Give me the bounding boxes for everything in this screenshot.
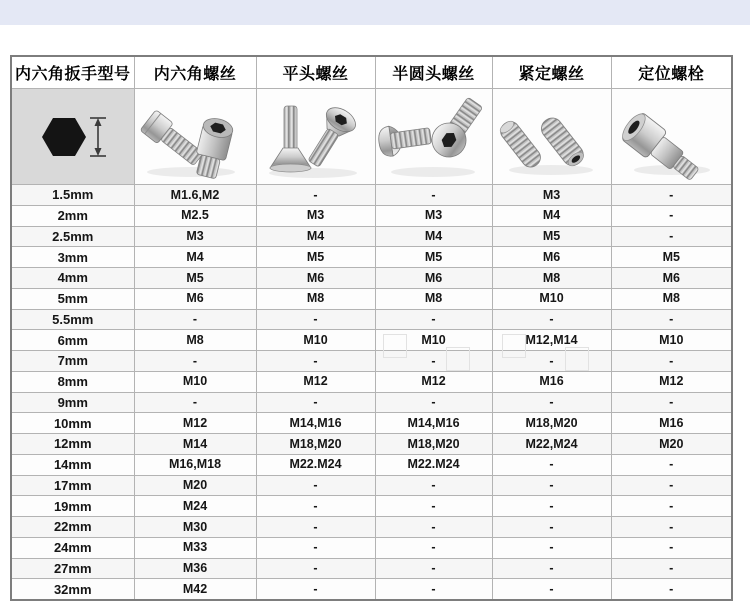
- screw-spec-cell: -: [611, 205, 732, 226]
- table-row: [11, 454, 732, 475]
- wrench-size-cell: 6mm: [11, 330, 134, 351]
- table-row: [11, 558, 732, 579]
- screw-spec-cell: -: [375, 496, 492, 517]
- screw-spec-cell: -: [492, 309, 611, 330]
- wrench-size-cell: 24mm: [11, 537, 134, 558]
- column-header-flat-head-screw: 平头螺丝: [256, 56, 375, 89]
- screw-spec-cell: M33: [134, 537, 256, 558]
- column-header-shoulder-bolt: 定位螺栓: [611, 56, 732, 89]
- screw-spec-cell: M10: [492, 288, 611, 309]
- table-row: [11, 434, 732, 455]
- screw-spec-cell: M5: [492, 226, 611, 247]
- screw-spec-cell: -: [492, 537, 611, 558]
- hex-across-flats-diagram-cell: [11, 89, 134, 185]
- flat-head-screws-photo-cell: [256, 89, 375, 185]
- screw-spec-cell: -: [611, 558, 732, 579]
- screw-spec-cell: M14,M16: [375, 413, 492, 434]
- wrench-size-cell: 5.5mm: [11, 309, 134, 330]
- screw-spec-cell: M1.6,M2: [134, 185, 256, 206]
- screw-spec-cell: -: [375, 537, 492, 558]
- screw-spec-cell: -: [492, 558, 611, 579]
- screw-spec-cell: M8: [256, 288, 375, 309]
- screw-spec-cell: -: [611, 517, 732, 538]
- header-row: [11, 56, 732, 89]
- screw-spec-cell: -: [611, 309, 732, 330]
- wrench-size-cell: 9mm: [11, 392, 134, 413]
- screw-spec-cell: -: [256, 496, 375, 517]
- screw-spec-cell: M30: [134, 517, 256, 538]
- screw-spec-cell: -: [611, 351, 732, 372]
- screw-spec-cell: -: [375, 579, 492, 600]
- table-row: [11, 288, 732, 309]
- table-row: [11, 392, 732, 413]
- hex-across-flats-icon: [14, 90, 132, 183]
- screw-spec-cell: M12: [256, 371, 375, 392]
- wrench-size-cell: 2mm: [11, 205, 134, 226]
- screw-spec-cell: M14,M16: [256, 413, 375, 434]
- table-row: [11, 413, 732, 434]
- screw-spec-cell: -: [256, 579, 375, 600]
- screw-spec-cell: -: [134, 351, 256, 372]
- shoulder-bolt-photo-cell: [611, 89, 732, 185]
- table-row: [11, 475, 732, 496]
- screw-spec-cell: -: [256, 351, 375, 372]
- screw-spec-cell: -: [611, 579, 732, 600]
- socket-head-cap-screws-icon: [136, 90, 254, 183]
- screw-spec-cell: M42: [134, 579, 256, 600]
- wrench-size-cell: 8mm: [11, 371, 134, 392]
- screw-spec-cell: -: [256, 392, 375, 413]
- screw-spec-cell: M12: [134, 413, 256, 434]
- socket-head-screws-photo-cell: [134, 89, 256, 185]
- screw-spec-cell: M5: [256, 247, 375, 268]
- table-row: [11, 579, 732, 600]
- table-row: [11, 205, 732, 226]
- wrench-size-cell: 2.5mm: [11, 226, 134, 247]
- screw-spec-cell: M6: [375, 268, 492, 289]
- screw-spec-cell: -: [375, 309, 492, 330]
- screw-spec-cell: M5: [611, 247, 732, 268]
- screw-spec-cell: M3: [375, 205, 492, 226]
- wrench-size-cell: 22mm: [11, 517, 134, 538]
- image-row: [11, 89, 732, 185]
- screw-spec-cell: M2.5: [134, 205, 256, 226]
- screw-spec-cell: M12: [375, 371, 492, 392]
- screw-spec-cell: M5: [134, 268, 256, 289]
- screw-spec-cell: -: [611, 537, 732, 558]
- wrench-size-cell: 1.5mm: [11, 185, 134, 206]
- screw-spec-cell: -: [611, 392, 732, 413]
- screw-spec-cell: M5: [375, 247, 492, 268]
- screw-spec-cell: -: [375, 392, 492, 413]
- screw-spec-cell: M16: [492, 371, 611, 392]
- screw-spec-cell: M3: [492, 185, 611, 206]
- screw-spec-cell: M6: [492, 247, 611, 268]
- column-header-wrench-size: 内六角扳手型号: [11, 56, 134, 89]
- screw-spec-cell: -: [611, 475, 732, 496]
- table-row: [11, 247, 732, 268]
- screw-spec-cell: M8: [375, 288, 492, 309]
- table-row: [11, 309, 732, 330]
- wrench-size-cell: 17mm: [11, 475, 134, 496]
- screw-spec-cell: M22.M24: [375, 454, 492, 475]
- screw-spec-cell: M20: [134, 475, 256, 496]
- screw-spec-cell: M4: [134, 247, 256, 268]
- hexagon-shape: [42, 118, 86, 156]
- watermark-square: [502, 334, 526, 358]
- watermark-square: [383, 334, 407, 358]
- screw-spec-cell: -: [611, 226, 732, 247]
- screw-spec-cell: M4: [375, 226, 492, 247]
- screw-spec-cell: M6: [611, 268, 732, 289]
- watermark-square: [565, 347, 589, 371]
- spec-table-body: [11, 185, 732, 601]
- screw-spec-cell: -: [492, 475, 611, 496]
- wrench-size-cell: 32mm: [11, 579, 134, 600]
- screw-spec-cell: -: [375, 185, 492, 206]
- screw-spec-cell: M10: [375, 330, 492, 351]
- screw-spec-cell: M12,M14: [492, 330, 611, 351]
- set-screws-photo-cell: [492, 89, 611, 185]
- screw-spec-cell: -: [256, 558, 375, 579]
- table-row: [11, 351, 732, 372]
- column-header-button-head-screw: 半圆头螺丝: [375, 56, 492, 89]
- button-head-screws-icon: [377, 90, 490, 183]
- table-row: [11, 226, 732, 247]
- screw-spec-cell: -: [611, 496, 732, 517]
- wrench-size-cell: 12mm: [11, 434, 134, 455]
- screw-spec-cell: M8: [611, 288, 732, 309]
- screw-spec-cell: M18,M20: [492, 413, 611, 434]
- screw-spec-cell: -: [492, 351, 611, 372]
- screw-spec-cell: M12: [611, 371, 732, 392]
- screw-spec-cell: -: [375, 351, 492, 372]
- screw-spec-cell: -: [256, 475, 375, 496]
- countersunk-flat-head-screws-icon: [258, 90, 373, 183]
- screw-spec-cell: M8: [134, 330, 256, 351]
- watermark-square: [446, 347, 470, 371]
- table-row: [11, 371, 732, 392]
- screw-spec-cell: -: [375, 558, 492, 579]
- screw-spec-cell: M10: [256, 330, 375, 351]
- screw-spec-cell: -: [134, 392, 256, 413]
- wrench-size-cell: 27mm: [11, 558, 134, 579]
- table-row: [11, 496, 732, 517]
- column-header-socket-head-screw: 内六角螺丝: [134, 56, 256, 89]
- screw-spec-cell: -: [492, 496, 611, 517]
- screw-spec-cell: M22.M24: [256, 454, 375, 475]
- table-row: [11, 185, 732, 206]
- table-row: [11, 517, 732, 538]
- screw-spec-cell: M10: [611, 330, 732, 351]
- wrench-size-cell: 3mm: [11, 247, 134, 268]
- column-header-set-screw: 紧定螺丝: [492, 56, 611, 89]
- button-head-screws-photo-cell: [375, 89, 492, 185]
- table-row: [11, 268, 732, 289]
- screw-spec-cell: M18,M20: [375, 434, 492, 455]
- screw-spec-cell: M16,M18: [134, 454, 256, 475]
- screw-spec-cell: -: [256, 185, 375, 206]
- set-screws-icon: [494, 90, 609, 183]
- screw-spec-cell: M14: [134, 434, 256, 455]
- screw-spec-cell: -: [256, 517, 375, 538]
- screw-spec-cell: M3: [134, 226, 256, 247]
- screw-spec-cell: M22,M24: [492, 434, 611, 455]
- screw-spec-cell: M4: [256, 226, 375, 247]
- screw-spec-cell: -: [256, 537, 375, 558]
- shoulder-bolt-icon: [612, 90, 731, 183]
- screw-spec-cell: M6: [256, 268, 375, 289]
- wrench-size-cell: 19mm: [11, 496, 134, 517]
- screw-spec-cell: -: [492, 392, 611, 413]
- screw-spec-cell: M20: [611, 434, 732, 455]
- screw-spec-cell: M10: [134, 371, 256, 392]
- wrench-size-cell: 7mm: [11, 351, 134, 372]
- screw-spec-cell: M4: [492, 205, 611, 226]
- wrench-size-cell: 4mm: [11, 268, 134, 289]
- hex-wrench-screw-spec-table: [10, 55, 733, 601]
- screw-spec-cell: -: [134, 309, 256, 330]
- screw-spec-cell: M18,M20: [256, 434, 375, 455]
- screw-spec-cell: M8: [492, 268, 611, 289]
- wrench-size-cell: 10mm: [11, 413, 134, 434]
- screw-spec-cell: -: [375, 475, 492, 496]
- screw-spec-cell: -: [375, 517, 492, 538]
- screw-spec-cell: -: [492, 579, 611, 600]
- screw-spec-cell: -: [611, 185, 732, 206]
- screw-spec-cell: M24: [134, 496, 256, 517]
- table-row: [11, 537, 732, 558]
- screw-spec-cell: M6: [134, 288, 256, 309]
- table-row: [11, 330, 732, 351]
- screw-spec-cell: -: [492, 454, 611, 475]
- screw-spec-cell: M16: [611, 413, 732, 434]
- wrench-size-cell: 14mm: [11, 454, 134, 475]
- top-banner: [0, 0, 750, 25]
- screw-spec-cell: -: [611, 454, 732, 475]
- screw-spec-cell: -: [256, 309, 375, 330]
- screw-spec-cell: M3: [256, 205, 375, 226]
- wrench-size-cell: 5mm: [11, 288, 134, 309]
- screw-spec-cell: M36: [134, 558, 256, 579]
- screw-spec-cell: -: [492, 517, 611, 538]
